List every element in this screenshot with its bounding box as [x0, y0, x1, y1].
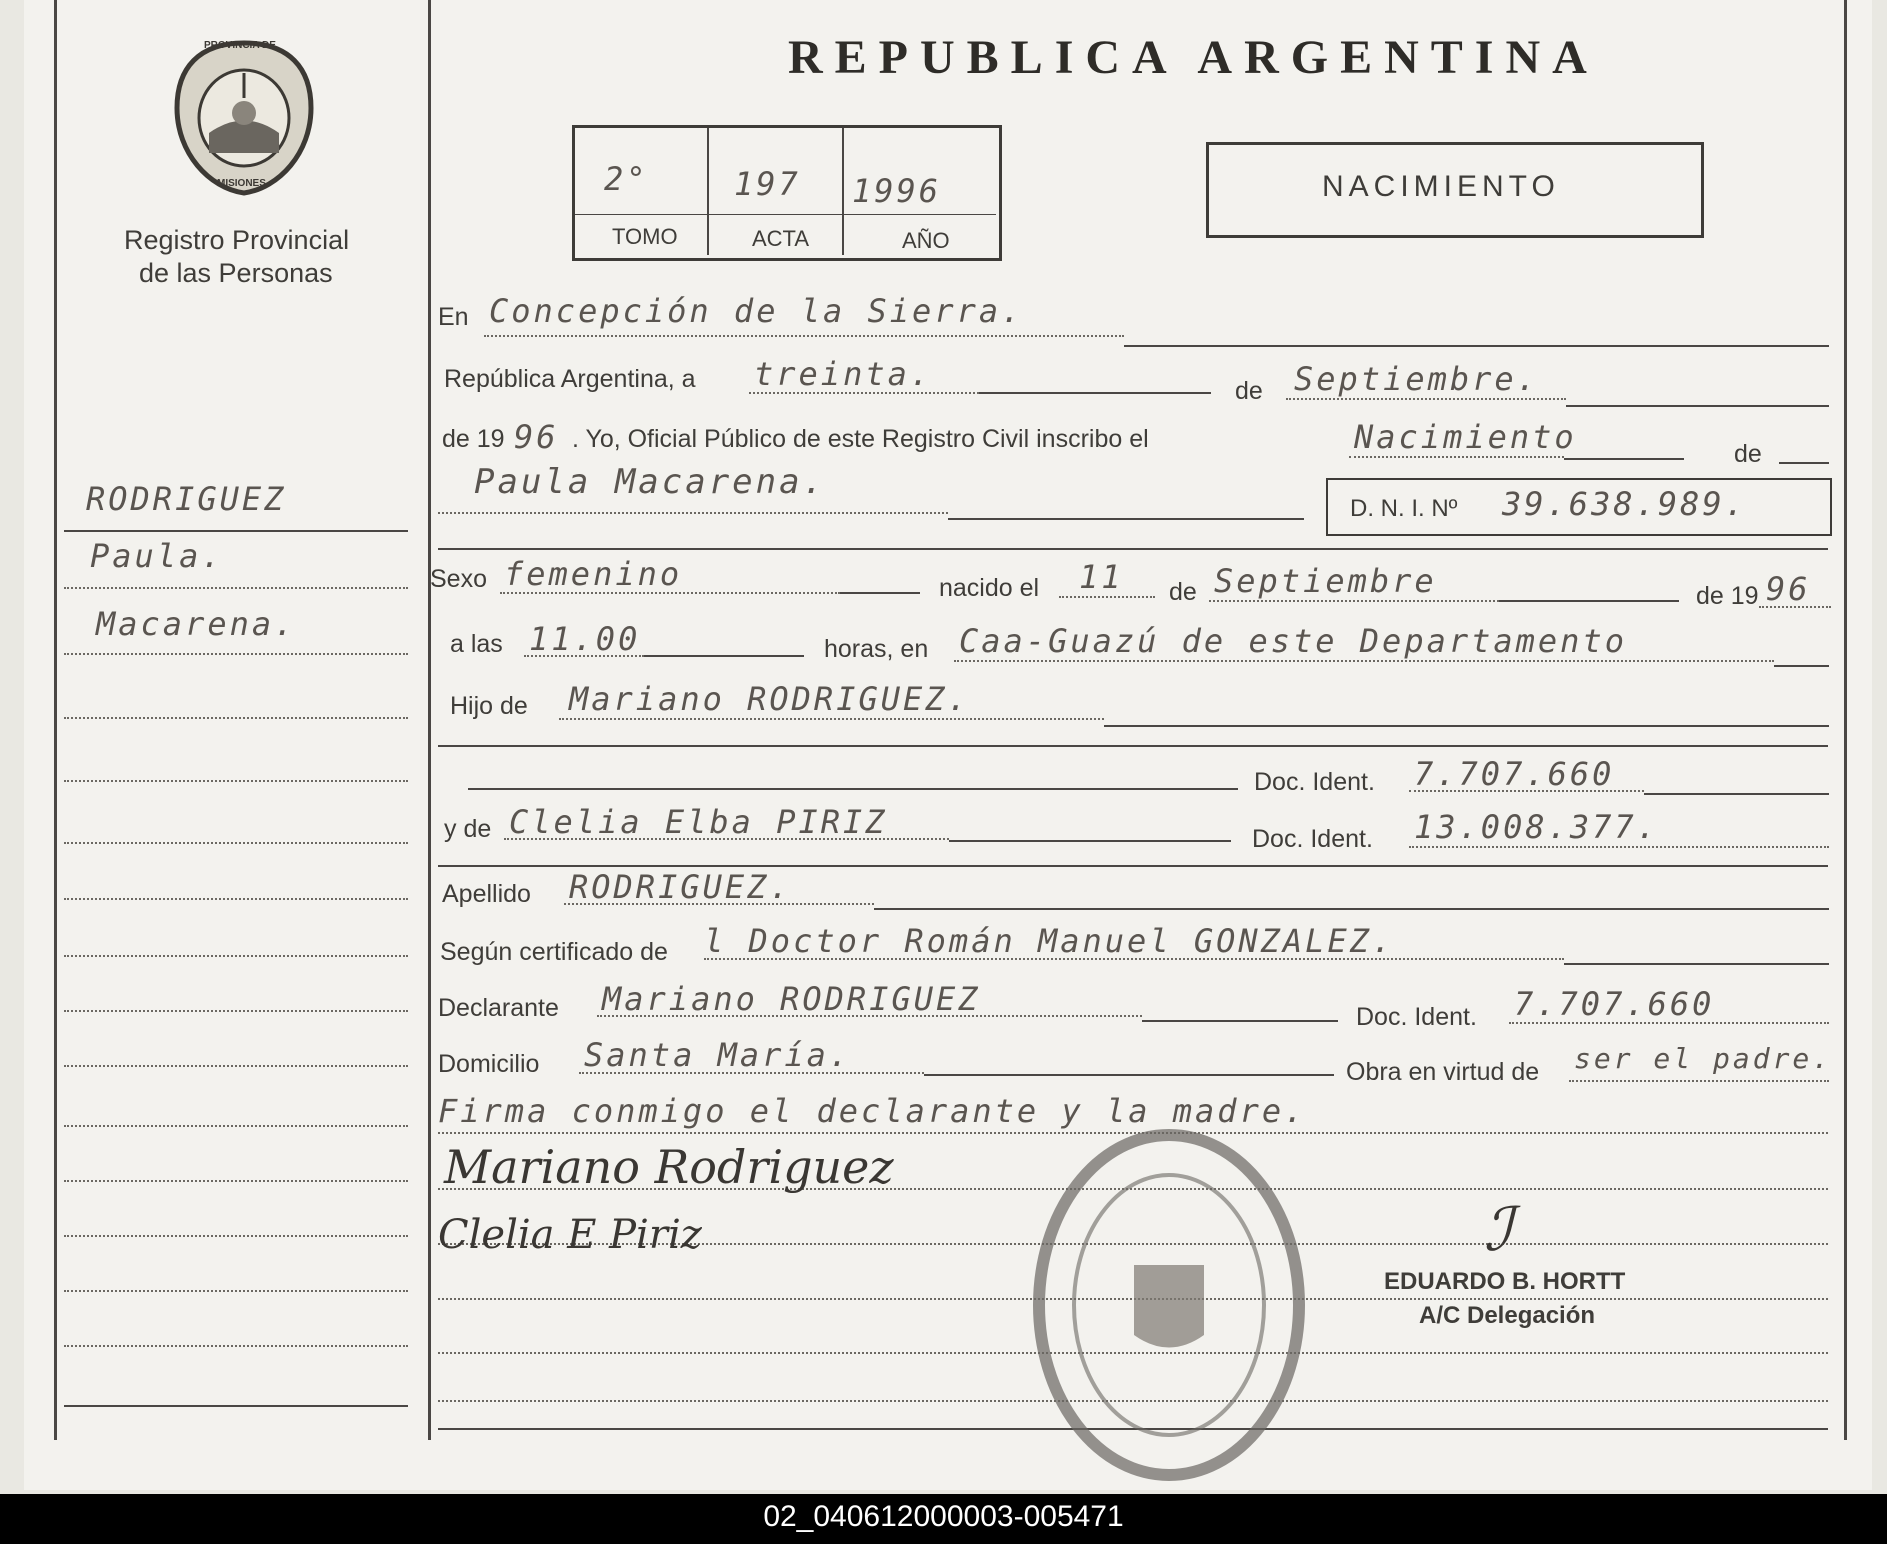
child-name-rule: [948, 518, 1304, 520]
sexo-dots: [500, 592, 840, 594]
anio-label: AÑO: [902, 228, 950, 253]
mother-signature: Clelia E Piriz: [438, 1212, 702, 1258]
margin-dots-13: [64, 1290, 408, 1292]
official-signature-mark: ℐ: [1484, 1195, 1513, 1265]
child-name-dots: [438, 512, 948, 514]
act-dots: [1349, 456, 1564, 458]
margin-surname: RODRIGUEZ: [86, 480, 287, 518]
provincial-seal-icon: [169, 38, 319, 198]
doc-type-label: NACIMIENTO: [1322, 170, 1560, 203]
nacido-day-dots: [1059, 596, 1155, 598]
official-name: EDUARDO B. HORTT: [1384, 1268, 1626, 1295]
padre-extra-rule: [468, 788, 1238, 790]
segun-label: Según certificado de: [440, 938, 668, 966]
act-de-rule: [1779, 462, 1829, 464]
official-title: A/C Delegación: [1419, 1302, 1596, 1329]
padre-rule: [1104, 725, 1829, 727]
day-value: treinta.: [754, 355, 933, 393]
certificate-sheet: [24, 0, 1872, 1490]
margin-dots-12: [64, 1235, 408, 1237]
statement-text: . Yo, Oficial Público de este Registro Civil inscribo el: [572, 425, 1149, 453]
declarante-doc-dots: [1509, 1022, 1829, 1024]
lugar-rule: [1774, 665, 1829, 667]
obra-label: Obra en virtud de: [1346, 1058, 1540, 1086]
section-rule-2: [438, 745, 1828, 747]
margin-dots-10: [64, 1125, 408, 1127]
padre-doc-value: 7.707.660: [1414, 755, 1615, 793]
right-border-line: [1844, 0, 1847, 1440]
obra-dots: [1569, 1080, 1829, 1082]
month-rule: [1566, 405, 1829, 407]
certificado-value: l Doctor Román Manuel GONZALEZ.: [704, 922, 1395, 960]
en-rule: [1124, 345, 1829, 347]
horas-label: horas, en: [824, 635, 929, 663]
nacido-label: nacido el: [939, 574, 1040, 602]
margin-dots-1: [64, 587, 408, 589]
declarante-rule: [1142, 1020, 1338, 1022]
father-signature: Mariano Rodriguez: [444, 1140, 894, 1194]
firma-text: Firma conmigo el declarante y la madre.: [438, 1092, 1307, 1130]
domicilio-value: Santa María.: [584, 1036, 852, 1074]
lugar-value: Caa-Guazú de este Departamento: [959, 622, 1627, 660]
domicilio-dots: [579, 1072, 924, 1074]
hijo-label: Hijo de: [450, 692, 528, 720]
seal-bottom-text: MISIONES: [217, 178, 266, 189]
month-value: Septiembre.: [1294, 360, 1539, 398]
section-rule-1: [438, 548, 1828, 550]
hora-value: 11.00: [529, 620, 641, 658]
declarante-doc-value: 7.707.660: [1514, 985, 1715, 1023]
en-value: Concepción de la Sierra.: [489, 292, 1024, 330]
madre-doc-dots: [1409, 846, 1829, 848]
margin-dots-6: [64, 898, 408, 900]
day-dots: [749, 392, 979, 394]
month-de-label: de: [1235, 377, 1263, 405]
yde-label: y de: [444, 815, 492, 843]
margin-dots-3: [64, 717, 408, 719]
obra-value: ser el padre.: [1574, 1042, 1833, 1075]
margin-dots-7: [64, 955, 408, 957]
month-dots: [1286, 398, 1566, 400]
section-rule-3: [438, 865, 1828, 867]
act-rule: [1564, 458, 1684, 460]
act-de-label: de: [1734, 440, 1762, 468]
child-name-value: Paula Macarena.: [474, 462, 827, 502]
nacido-year-dots: [1759, 606, 1831, 608]
certificado-dots: [704, 958, 1564, 960]
madre-doc-value: 13.008.377.: [1414, 808, 1659, 846]
en-label: En: [438, 303, 469, 331]
nacido-day-value: 11: [1079, 558, 1124, 596]
tomo-value: 2°: [604, 160, 649, 198]
declarante-value: Mariano RODRIGUEZ: [602, 980, 981, 1018]
padre-doc-label: Doc. Ident.: [1254, 768, 1375, 796]
lugar-dots: [954, 660, 1774, 662]
nacido-month-dots: [1209, 600, 1499, 602]
margin-dots-2: [64, 653, 408, 655]
madre-dots: [504, 838, 949, 840]
left-border-line: [54, 0, 57, 1440]
year-suffix-value: 96: [514, 418, 559, 456]
registry-name-line1: Registro Provincial: [124, 225, 350, 255]
padre-dots: [559, 718, 1104, 720]
apellido-rule: [874, 908, 1829, 910]
en-dots: [484, 335, 1124, 337]
acta-value: 197: [734, 165, 801, 203]
declarante-dots: [597, 1015, 1142, 1017]
registry-name-line2: de las Personas: [139, 258, 333, 288]
sexo-label: Sexo: [430, 565, 487, 593]
certificado-rule: [1564, 963, 1829, 965]
day-rule: [979, 392, 1211, 394]
margin-bottom-rule: [64, 1405, 408, 1407]
apellido-dots: [564, 903, 874, 905]
margin-name2: Macarena.: [96, 605, 297, 643]
padre-value: Mariano RODRIGUEZ.: [569, 680, 970, 718]
margin-dots-11: [64, 1180, 408, 1182]
year-prefix-label: de 19: [442, 425, 505, 453]
domicilio-label: Domicilio: [438, 1050, 540, 1078]
nacido-de-label: de: [1169, 578, 1197, 606]
hora-rule: [644, 655, 804, 657]
record-label-line: [575, 214, 996, 215]
dni-label: D. N. I. Nº: [1350, 495, 1458, 522]
alas-label: a las: [450, 630, 503, 658]
margin-dots-9: [64, 1065, 408, 1067]
seal-top-text: PROVINCIA DE: [204, 40, 276, 51]
archive-code: 02_040612000003-005471: [763, 1500, 1124, 1533]
hora-dots: [524, 655, 644, 657]
padre-doc-dots: [1409, 790, 1644, 792]
madre-rule: [949, 840, 1231, 842]
column-divider-line: [428, 0, 431, 1440]
declarante-doc-label: Doc. Ident.: [1356, 1003, 1477, 1031]
record-divider-2: [842, 128, 844, 255]
margin-dots-8: [64, 1010, 408, 1012]
domicilio-rule: [924, 1074, 1334, 1076]
madre-doc-label: Doc. Ident.: [1252, 825, 1373, 853]
margin-dots-14: [64, 1345, 408, 1347]
republica-label: República Argentina, a: [444, 365, 696, 393]
nacido-month-rule: [1499, 600, 1679, 602]
dni-value: 39.638.989.: [1502, 485, 1747, 523]
anio-value: 1996: [852, 172, 942, 210]
apellido-label: Apellido: [442, 880, 531, 908]
record-divider-1: [707, 128, 709, 255]
act-value: Nacimiento: [1354, 418, 1577, 456]
nacido-year-value: 96: [1766, 570, 1811, 608]
acta-label: ACTA: [752, 226, 810, 251]
nacido-month-value: Septiembre: [1214, 562, 1437, 600]
official-stamp-icon: [1024, 1125, 1314, 1485]
sexo-rule: [840, 592, 920, 594]
margin-name1: Paula.: [90, 537, 224, 575]
margin-dots-5: [64, 842, 408, 844]
declarante-label: Declarante: [438, 994, 559, 1022]
padre-doc-rule: [1644, 793, 1829, 795]
margin-rule: [64, 530, 408, 532]
tomo-label: TOMO: [612, 224, 678, 249]
apellido-value: RODRIGUEZ.: [569, 868, 792, 906]
madre-value: Clelia Elba PIRIZ: [509, 803, 888, 841]
page-title: REPUBLICA ARGENTINA: [788, 31, 1599, 84]
sexo-value: femenino: [504, 555, 683, 593]
nacido-year-label: de 19: [1696, 582, 1759, 610]
margin-dots-4: [64, 780, 408, 782]
